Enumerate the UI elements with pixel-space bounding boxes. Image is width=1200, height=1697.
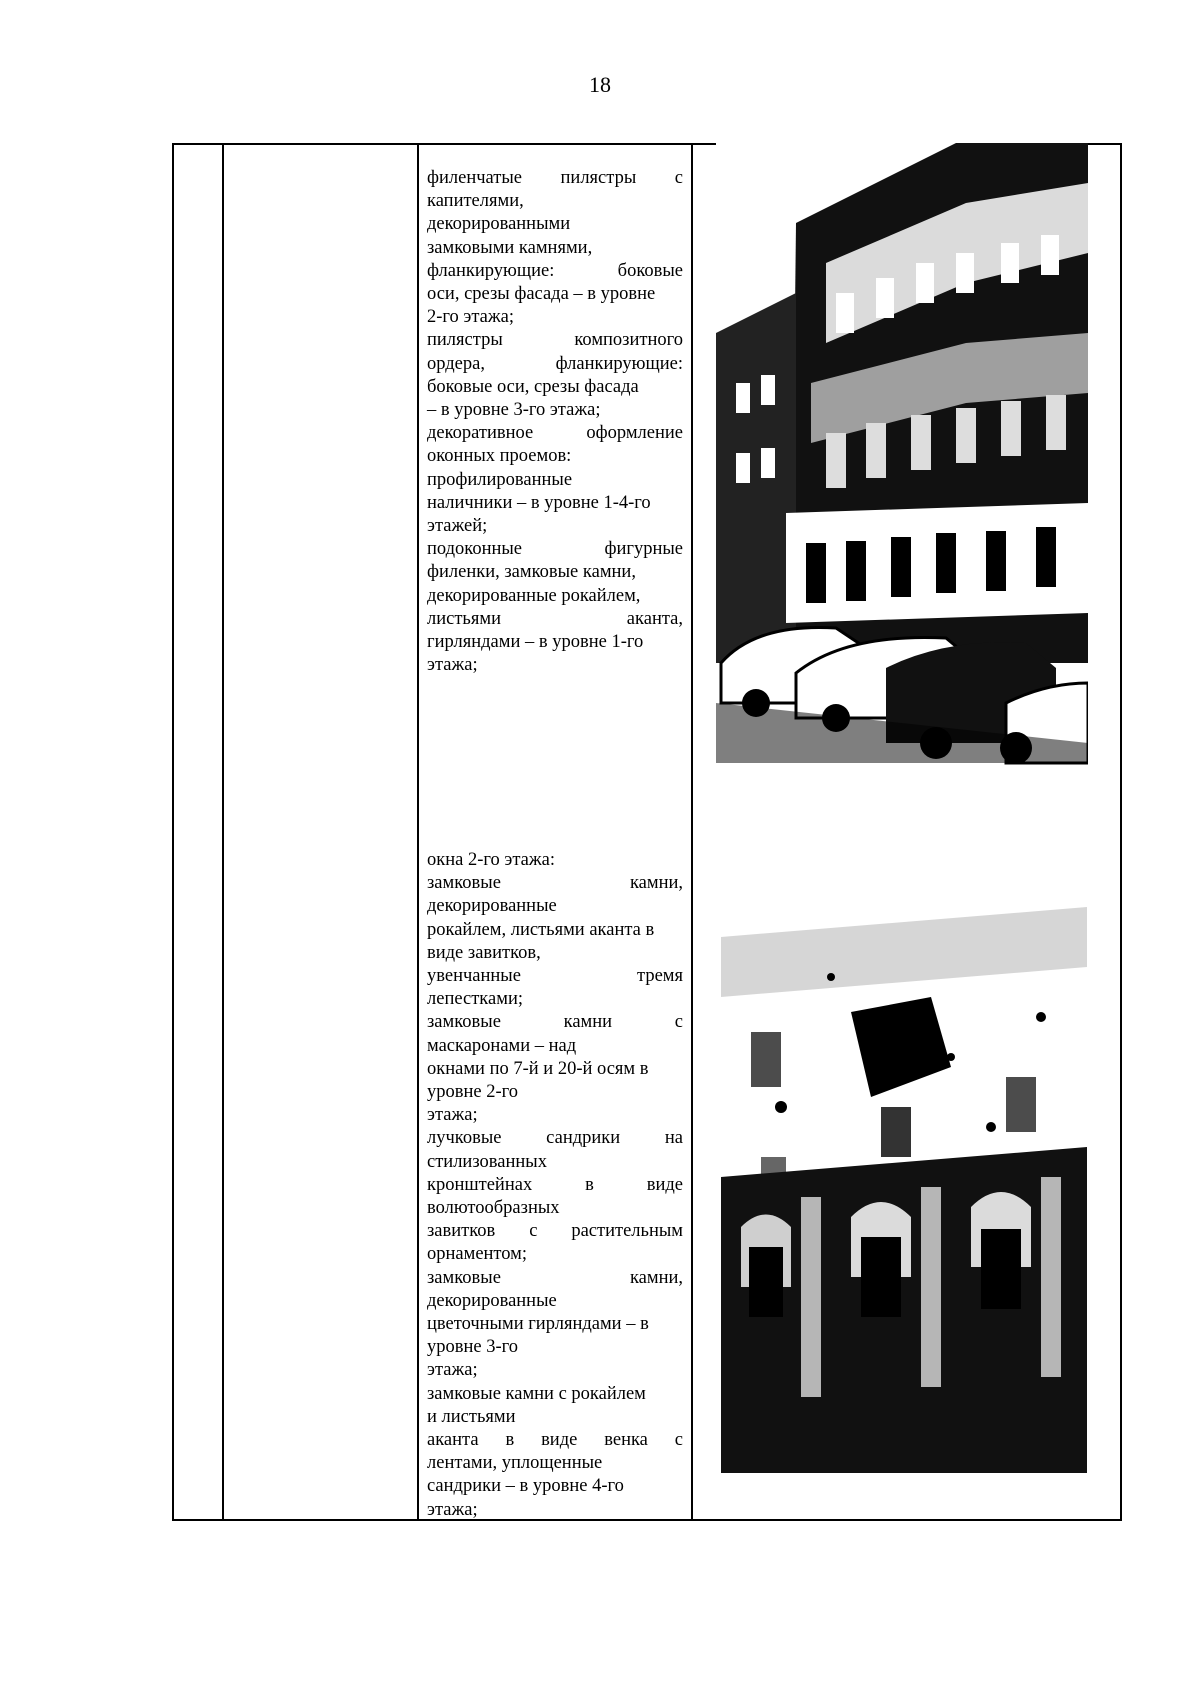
description-line: боковые оси, срезы фасада <box>427 376 639 397</box>
description-line: гирляндами – в уровне 1-го <box>427 632 644 653</box>
column-divider-1 <box>222 145 224 1519</box>
description-line: замковые камни, <box>427 1267 683 1288</box>
column-divider-2 <box>417 145 419 1519</box>
description-line: ордера, фланкирующие: <box>427 353 683 374</box>
description-line: профилированные <box>427 469 573 490</box>
description-line: этажа; <box>427 1499 478 1520</box>
description-line: декорированные <box>427 1290 557 1311</box>
description-line: уровне 3-го <box>427 1337 519 1358</box>
description-line: оси, срезы фасада – в уровне <box>427 284 656 305</box>
description-line: этажа; <box>427 1105 478 1126</box>
description-line: и листьями <box>427 1406 516 1427</box>
description-line: лепестками; <box>427 989 523 1010</box>
description-line: декоративное оформление <box>427 423 683 444</box>
description-line: этажа; <box>427 1360 478 1381</box>
description-line: подоконные фигурные <box>427 539 683 560</box>
row2-description <box>427 849 683 1522</box>
description-line: виде завитков, <box>427 942 541 963</box>
description-line: 2-го этажа; <box>427 307 515 328</box>
description-line: замковыми камнями, <box>427 237 593 258</box>
description-line: замковые камни с <box>427 1012 683 1033</box>
page-number: 18 <box>589 72 611 97</box>
description-line: фланкирующие: боковые <box>427 260 683 281</box>
description-line: уровне 2-го <box>427 1082 519 1103</box>
description-line: рокайлем, листьями аканта в <box>427 919 655 940</box>
description-line: лентами, уплощенные <box>427 1453 603 1474</box>
row1-description <box>427 167 683 677</box>
description-line: оконных проемов: <box>427 446 572 467</box>
building-facade-photo <box>716 143 1088 807</box>
description-line: волютообразных <box>427 1198 560 1219</box>
description-line: кронштейнах в виде <box>427 1174 683 1195</box>
description-line: капителями, <box>427 191 524 212</box>
description-line: листьями аканта, <box>427 608 683 629</box>
description-line: сандрики – в уровне 4-го <box>427 1476 624 1497</box>
description-line: цветочными гирляндами – в <box>427 1314 649 1335</box>
description-line: филенки, замковые камни, <box>427 562 636 583</box>
description-line: окнами по 7-й и 20-й осям в <box>427 1058 649 1079</box>
description-line: филенчатые пилястры с <box>427 168 683 188</box>
description-line: орнаментом; <box>427 1244 528 1265</box>
facade-detail-photo <box>721 857 1087 1473</box>
description-line: наличники – в уровне 1-4-го <box>427 492 651 513</box>
description-line: окна 2-го этажа: <box>427 850 555 870</box>
description-line: аканта в виде венка с <box>427 1430 683 1451</box>
description-line: стилизованных <box>427 1151 547 1172</box>
description-line: замковые камни, <box>427 873 683 894</box>
description-line: маскаронами – над <box>427 1035 577 1056</box>
description-line: увенчанные тремя <box>427 966 683 987</box>
description-line: декорированными <box>427 214 571 235</box>
description-line: этажа; <box>427 655 478 676</box>
description-line: – в уровне 3-го этажа; <box>427 400 601 421</box>
heritage-table <box>172 143 1122 1521</box>
description-line: лучковые сандрики на <box>427 1128 683 1149</box>
column-divider-3 <box>691 145 693 1519</box>
description-line: этажей; <box>427 516 488 537</box>
description-line: декорированные рокайлем, <box>427 585 641 606</box>
description-line: замковые камни с рокайлем <box>427 1383 646 1404</box>
description-line: завитков с растительным <box>427 1221 683 1242</box>
description-line: декорированные <box>427 896 557 917</box>
description-line: пилястры композитного <box>427 330 683 351</box>
